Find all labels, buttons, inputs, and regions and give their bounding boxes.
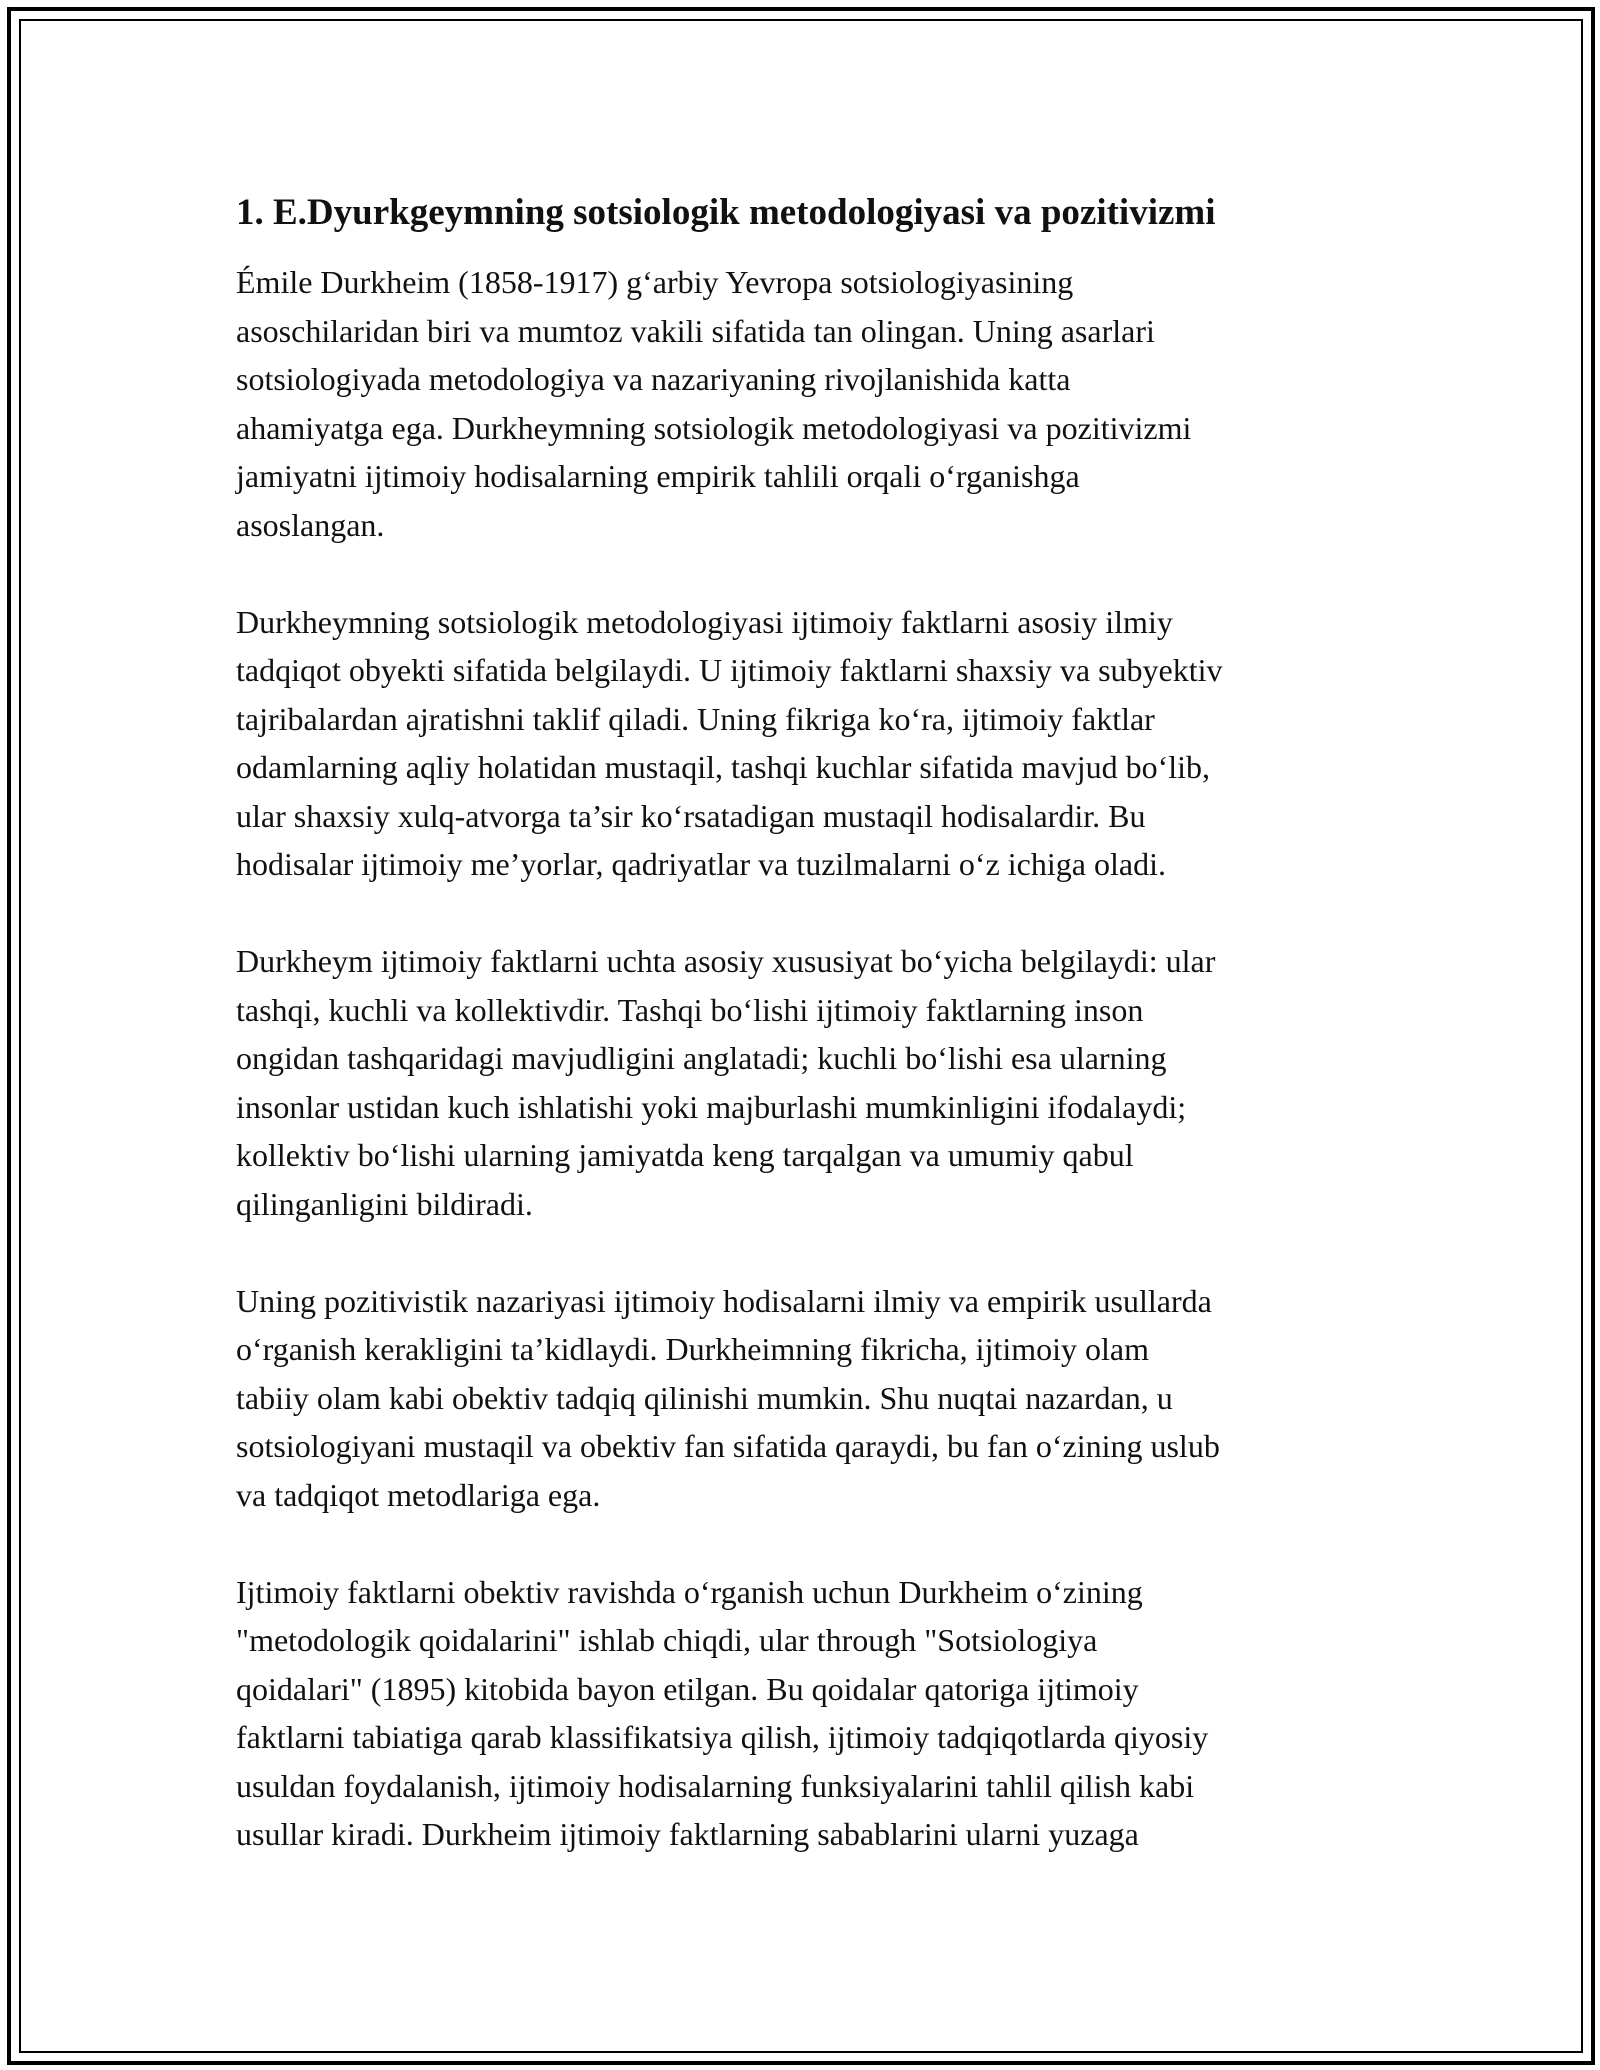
paragraph-1 xyxy=(236,258,1376,549)
text-line: tadqiqot obyekti sifatida belgilaydi. U ijtimoiy faktlarni shaxsiy va subyektiv xyxy=(236,652,1223,688)
text-line: odamlarning aqliy holatidan mustaqil, tashqi kuchlar sifatida mavjud bo‘lib, xyxy=(236,749,1211,785)
text-line: "metodologik qoidalarini" ishlab chiqdi, ular through "Sotsiologiya xyxy=(236,1622,1098,1658)
text-line: Uning pozitivistik nazariyasi ijtimoiy hodisalarni ilmiy va empirik usullarda xyxy=(236,1282,1212,1319)
paragraph-4 xyxy=(236,1277,1376,1520)
document-body xyxy=(236,186,1376,1907)
text-line: usullar kiradi. Durkheim ijtimoiy faktlarning sabablarini ularni yuzaga xyxy=(236,1816,1139,1852)
text-line: tajribalardan ajratishni taklif qiladi. Uning fikriga ko‘ra, ijtimoiy faktlar xyxy=(236,700,1155,737)
text-line: Ijtimoiy faktlarni obektiv ravishda o‘rganish uchun Durkheim o‘zining xyxy=(236,1573,1143,1610)
text-line: qilinganligini bildiradi. xyxy=(236,1185,533,1222)
text-line: o‘rganish kerakligini ta’kidlaydi. Durkheimning fikricha, ijtimoiy olam xyxy=(236,1331,1149,1367)
text-line: va tadqiqot metodlariga ega. xyxy=(236,1476,601,1513)
section-heading: 1. E.Dyurkgeymning sotsiologik metodologiyasi va pozitivizmi xyxy=(236,192,1216,233)
paragraph-2 xyxy=(236,598,1376,889)
text-line: faktlarni tabiatiga qarab klassifikatsiya qilish, ijtimoiy tadqiqotlarda qiyosiy xyxy=(236,1719,1209,1755)
text-line: usuldan foydalanish, ijtimoiy hodisalarning funksiyalarini tahlil qilish kabi xyxy=(236,1767,1195,1804)
text-line: qoidalari" (1895) kitobida bayon etilgan. Bu qoidalar qatoriga ijtimoiy xyxy=(236,1670,1139,1707)
paragraph-5 xyxy=(236,1568,1376,1859)
text-line: ongidan tashqaridagi mavjudligini anglatadi; kuchli bo‘lishi esa ularning xyxy=(236,1040,1167,1076)
text-line: sotsiologiyada metodologiya va nazariyaning rivojlanishida katta xyxy=(236,361,1071,397)
text-line: insonlar ustidan kuch ishlatishi yoki majburlashi mumkinligini ifodalaydi; xyxy=(236,1088,1187,1125)
text-line: tabiiy olam kabi obektiv tadqiq qilinishi mumkin. Shu nuqtai nazardan, u xyxy=(236,1379,1173,1416)
text-line: Émile Durkheim (1858-1917) g‘arbiy Yevropa sotsiologiyasining xyxy=(236,264,1074,300)
text-line: asoslangan. xyxy=(236,506,385,543)
text-line: ular shaxsiy xulq-atvorga ta’sir ko‘rsatadigan mustaqil hodisalardir. Bu xyxy=(236,797,1146,834)
text-line: Durkheym ijtimoiy faktlarni uchta asosiy xususiyat bo‘yicha belgilaydi: ular xyxy=(236,943,1216,979)
text-line: ahamiyatga ega. Durkheymning sotsiologik metodologiyasi va pozitivizmi xyxy=(236,409,1192,446)
text-line: sotsiologiyani mustaqil va obektiv fan sifatida qaraydi, bu fan o‘zining uslub xyxy=(236,1428,1220,1464)
text-line: asoschilaridan biri va mumtoz vakili sifatida tan olingan. Uning asarlari xyxy=(236,312,1155,349)
text-line: jamiyatni ijtimoiy hodisalarning empirik tahlili orqali o‘rganishga xyxy=(236,458,1080,494)
paragraph-3 xyxy=(236,937,1376,1228)
text-line: Durkheymning sotsiologik metodologiyasi ijtimoiy faktlarni asosiy ilmiy xyxy=(236,603,1173,640)
text-line: kollektiv bo‘lishi ularning jamiyatda keng tarqalgan va umumiy qabul xyxy=(236,1137,1134,1173)
text-line: tashqi, kuchli va kollektivdir. Tashqi bo‘lishi ijtimoiy faktlarning inson xyxy=(236,991,1144,1028)
text-line: hodisalar ijtimoiy me’yorlar, qadriyatlar va tuzilmalarni o‘z ichiga oladi. xyxy=(236,846,1166,882)
